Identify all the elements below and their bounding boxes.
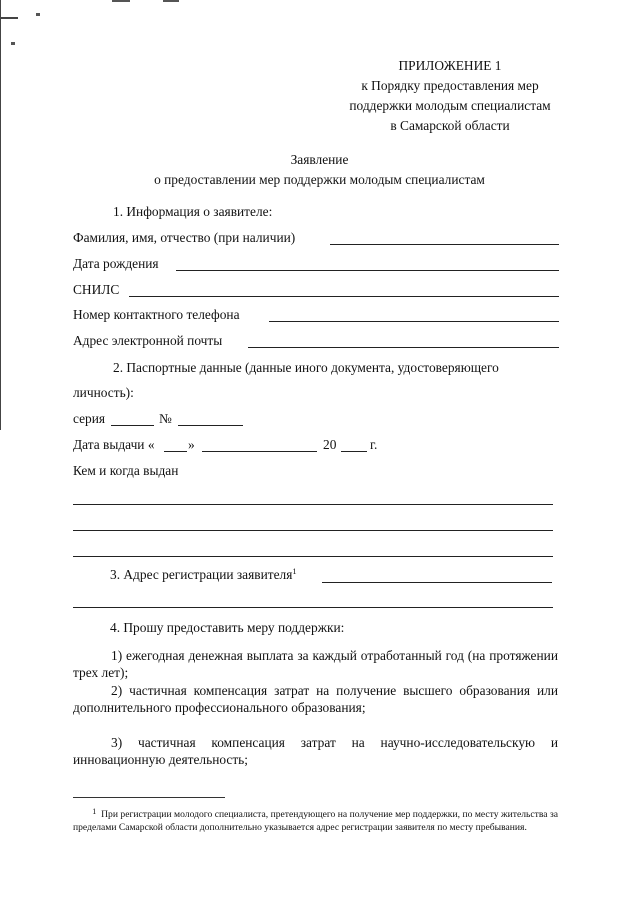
phone-field[interactable] — [269, 321, 559, 322]
issue-date-close: » — [188, 437, 195, 452]
footnote-ref: 1 — [292, 566, 297, 576]
birth-date-label: Дата рождения — [73, 256, 159, 271]
issue-day-field[interactable] — [164, 451, 187, 452]
scan-mark — [11, 42, 15, 45]
appendix-line: к Порядку предоставления мер — [361, 78, 539, 93]
year-suffix: г. — [370, 437, 378, 452]
footnote-mark: 1 — [92, 807, 97, 816]
email-label: Адрес электронной почты — [73, 333, 223, 348]
number-label: № — [159, 411, 172, 426]
scan-mark — [0, 17, 18, 19]
series-label: серия — [73, 411, 106, 426]
fio-label: Фамилия, имя, отчество (при наличии) — [73, 230, 296, 245]
number-field[interactable] — [178, 425, 243, 426]
footnote-text: При регистрации молодого специалиста, претендующего на получение мер поддержки, по месту жительства за пределами Самарской области дополнительно указывается адрес регистрации заявителя по месту пребывания. — [73, 809, 558, 833]
registration-address-field[interactable] — [322, 582, 552, 583]
appendix-title: ПРИЛОЖЕНИЕ 1 — [398, 58, 502, 73]
registration-address-field[interactable] — [73, 607, 553, 608]
section1-heading: 1. Информация о заявителе: — [113, 204, 273, 219]
snils-label: СНИЛС — [73, 282, 120, 297]
scan-mark — [0, 0, 1, 430]
support-option: 1) ежегодная денежная выплата за каждый отработанный год (на протяжении трех лет); — [73, 648, 558, 680]
email-field[interactable] — [248, 347, 559, 348]
footnote-separator — [73, 797, 225, 798]
appendix-block — [300, 56, 600, 136]
issued-by-field[interactable] — [73, 530, 553, 531]
section2-heading-cont: личность): — [73, 385, 134, 400]
appendix-line: поддержки молодым специалистам — [349, 98, 551, 113]
issued-by-field[interactable] — [73, 556, 553, 557]
issued-by-field[interactable] — [73, 504, 553, 505]
snils-field[interactable] — [129, 296, 559, 297]
issue-date-label: Дата выдачи « — [73, 437, 155, 452]
section2-heading: 2. Паспортные данные (данные иного документа, удостоверяющего — [113, 360, 499, 375]
issued-by-label: Кем и когда выдан — [73, 463, 179, 478]
issue-year-field[interactable] — [341, 451, 367, 452]
statement-subtitle: о предоставлении мер поддержки молодым специалистам — [154, 172, 485, 187]
section4-heading: 4. Прошу предоставить меру поддержки: — [110, 620, 345, 635]
birth-date-field[interactable] — [176, 270, 559, 271]
section3-heading — [110, 567, 297, 584]
statement-title: Заявление — [290, 152, 349, 167]
section3-heading-text: 3. Адрес регистрации заявителя — [110, 567, 293, 582]
year-prefix: 20 — [323, 437, 337, 452]
series-field[interactable] — [111, 425, 154, 426]
scan-mark — [112, 0, 130, 2]
support-option: 3) частичная компенсация затрат на научно-исследовательскую и инновационную деятельность; — [73, 735, 558, 767]
phone-label: Номер контактного телефона — [73, 307, 240, 322]
footnote — [73, 805, 558, 834]
scan-mark — [163, 0, 179, 2]
scan-mark — [36, 13, 40, 16]
appendix-line: в Самарской области — [390, 118, 510, 133]
issue-month-field[interactable] — [202, 451, 317, 452]
fio-field[interactable] — [330, 244, 559, 245]
support-option: 2) частичная компенсация затрат на получение высшего образования или дополнительного профессионального образования; — [73, 683, 558, 715]
